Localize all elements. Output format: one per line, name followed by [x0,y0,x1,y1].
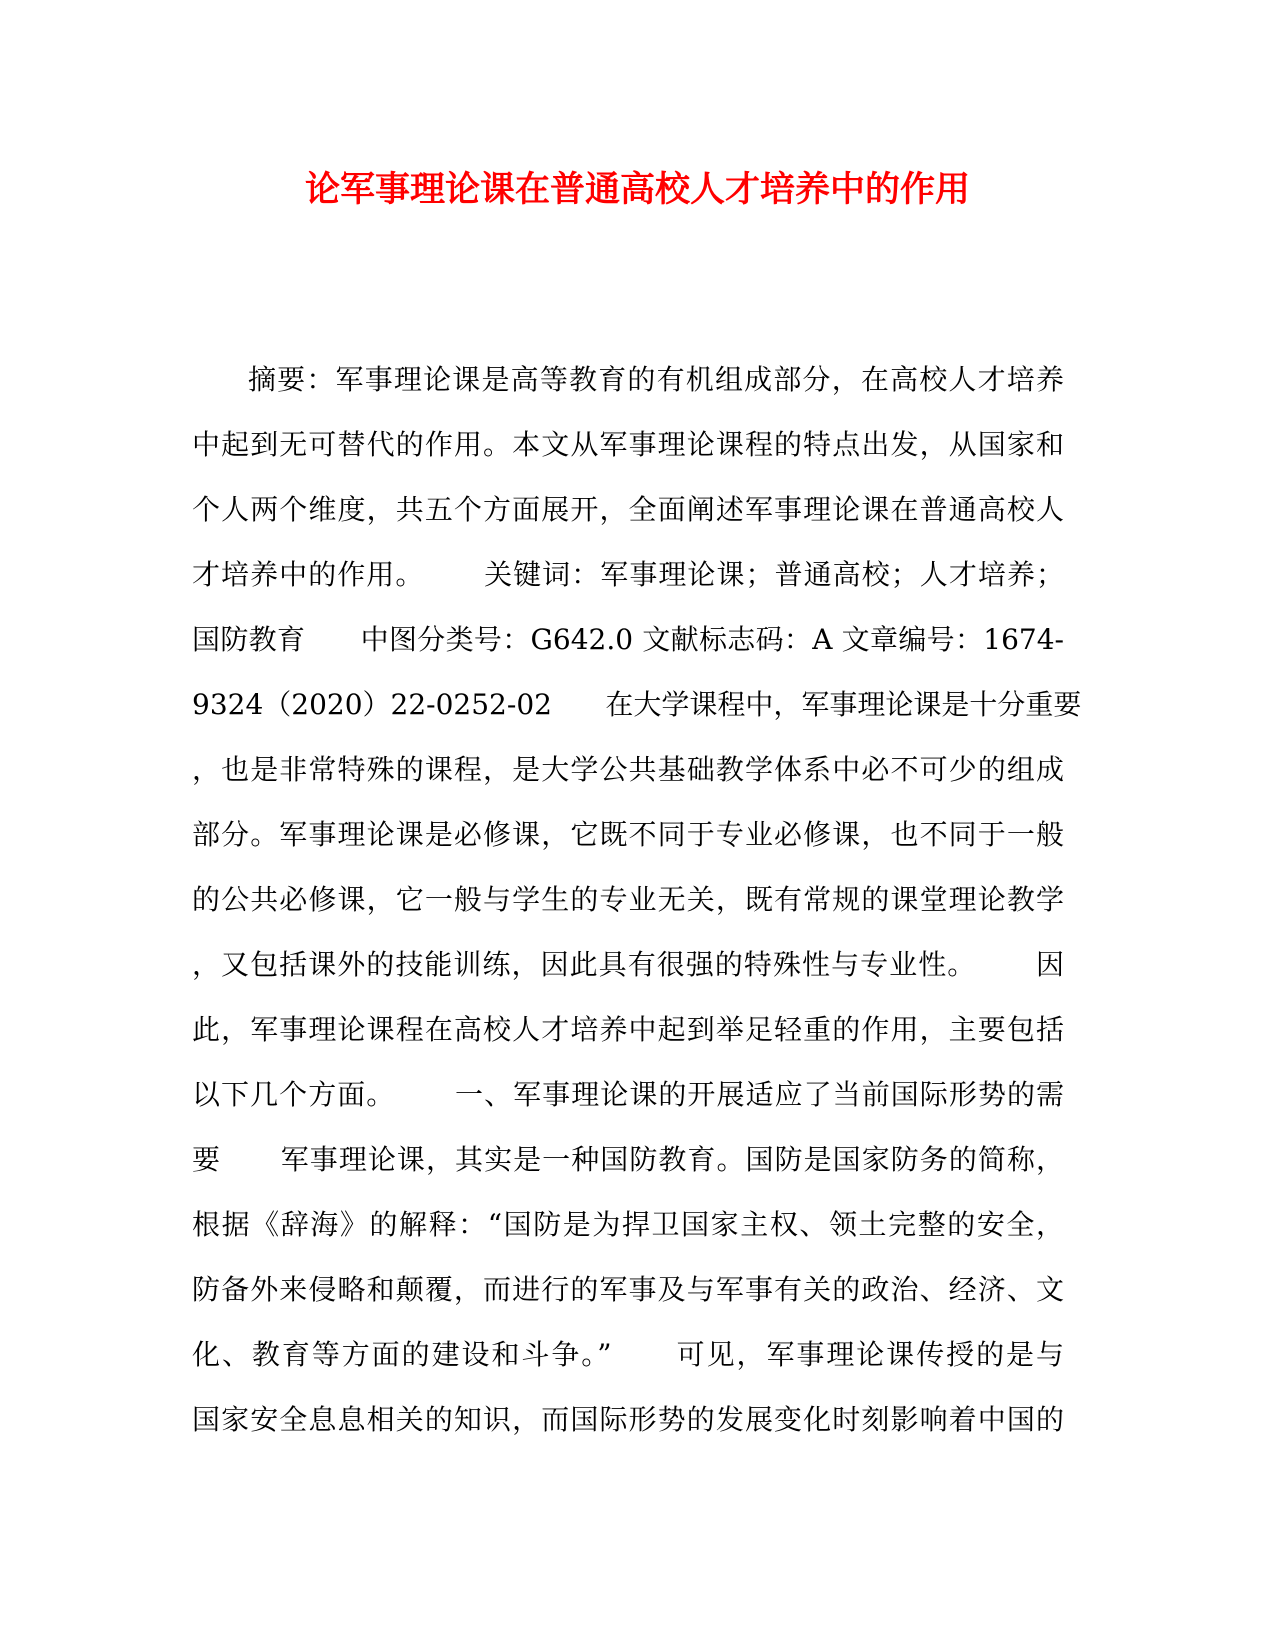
body-line: 要 军事理论课，其实是一种国防教育。国防是国家防务的简称， [192,1143,1064,1176]
body-line: 以下几个方面。 一、军事理论课的开展适应了当前国际形势的需 [192,1078,1064,1111]
body-line: 才培养中的作用。 关键词：军事理论课；普通高校；人才培养； [192,558,1064,591]
body-line: 摘要：军事理论课是高等教育的有机组成部分，在高校人才培养 [248,363,1064,396]
body-line: 国家安全息息相关的知识，而国际形势的发展变化时刻影响着中国的 [192,1403,1064,1436]
document-title: 论军事理论课在普通高校人才培养中的作用 [304,169,970,210]
body-line: 国防教育 中图分类号：G642.0 文献标志码：A 文章编号：1674- [192,623,1064,656]
body-line: ，又包括课外的技能训练，因此具有很强的特殊性与专业性。 因 [192,948,1064,981]
body-line: 中起到无可替代的作用。本文从军事理论课程的特点出发，从国家和 [192,428,1064,461]
body-line: 此，军事理论课程在高校人才培养中起到举足轻重的作用，主要包括 [192,1013,1064,1046]
body-line: 个人两个维度，共五个方面展开，全面阐述军事理论课在普通高校人 [192,493,1064,526]
body-line: ，也是非常特殊的课程，是大学公共基础教学体系中必不可少的组成 [192,753,1064,786]
body-line: 部分。军事理论课是必修课，它既不同于专业必修课，也不同于一般 [192,818,1064,851]
body-line: 的公共必修课，它一般与学生的专业无关，既有常规的课堂理论教学 [192,883,1064,916]
body-line: 9324（2020）22-0252-02 在大学课程中，军事理论课是十分重要 [192,688,1082,721]
document-body [192,347,1082,1452]
body-line: 防备外来侵略和颠覆，而进行的军事及与军事有关的政治、经济、文 [192,1273,1064,1306]
body-line: 根据《辞海》的解释：“国防是为捍卫国家主权、领土完整的安全， [192,1208,1064,1241]
body-line: 化、教育等方面的建设和斗争。” 可见，军事理论课传授的是与 [192,1338,1064,1371]
